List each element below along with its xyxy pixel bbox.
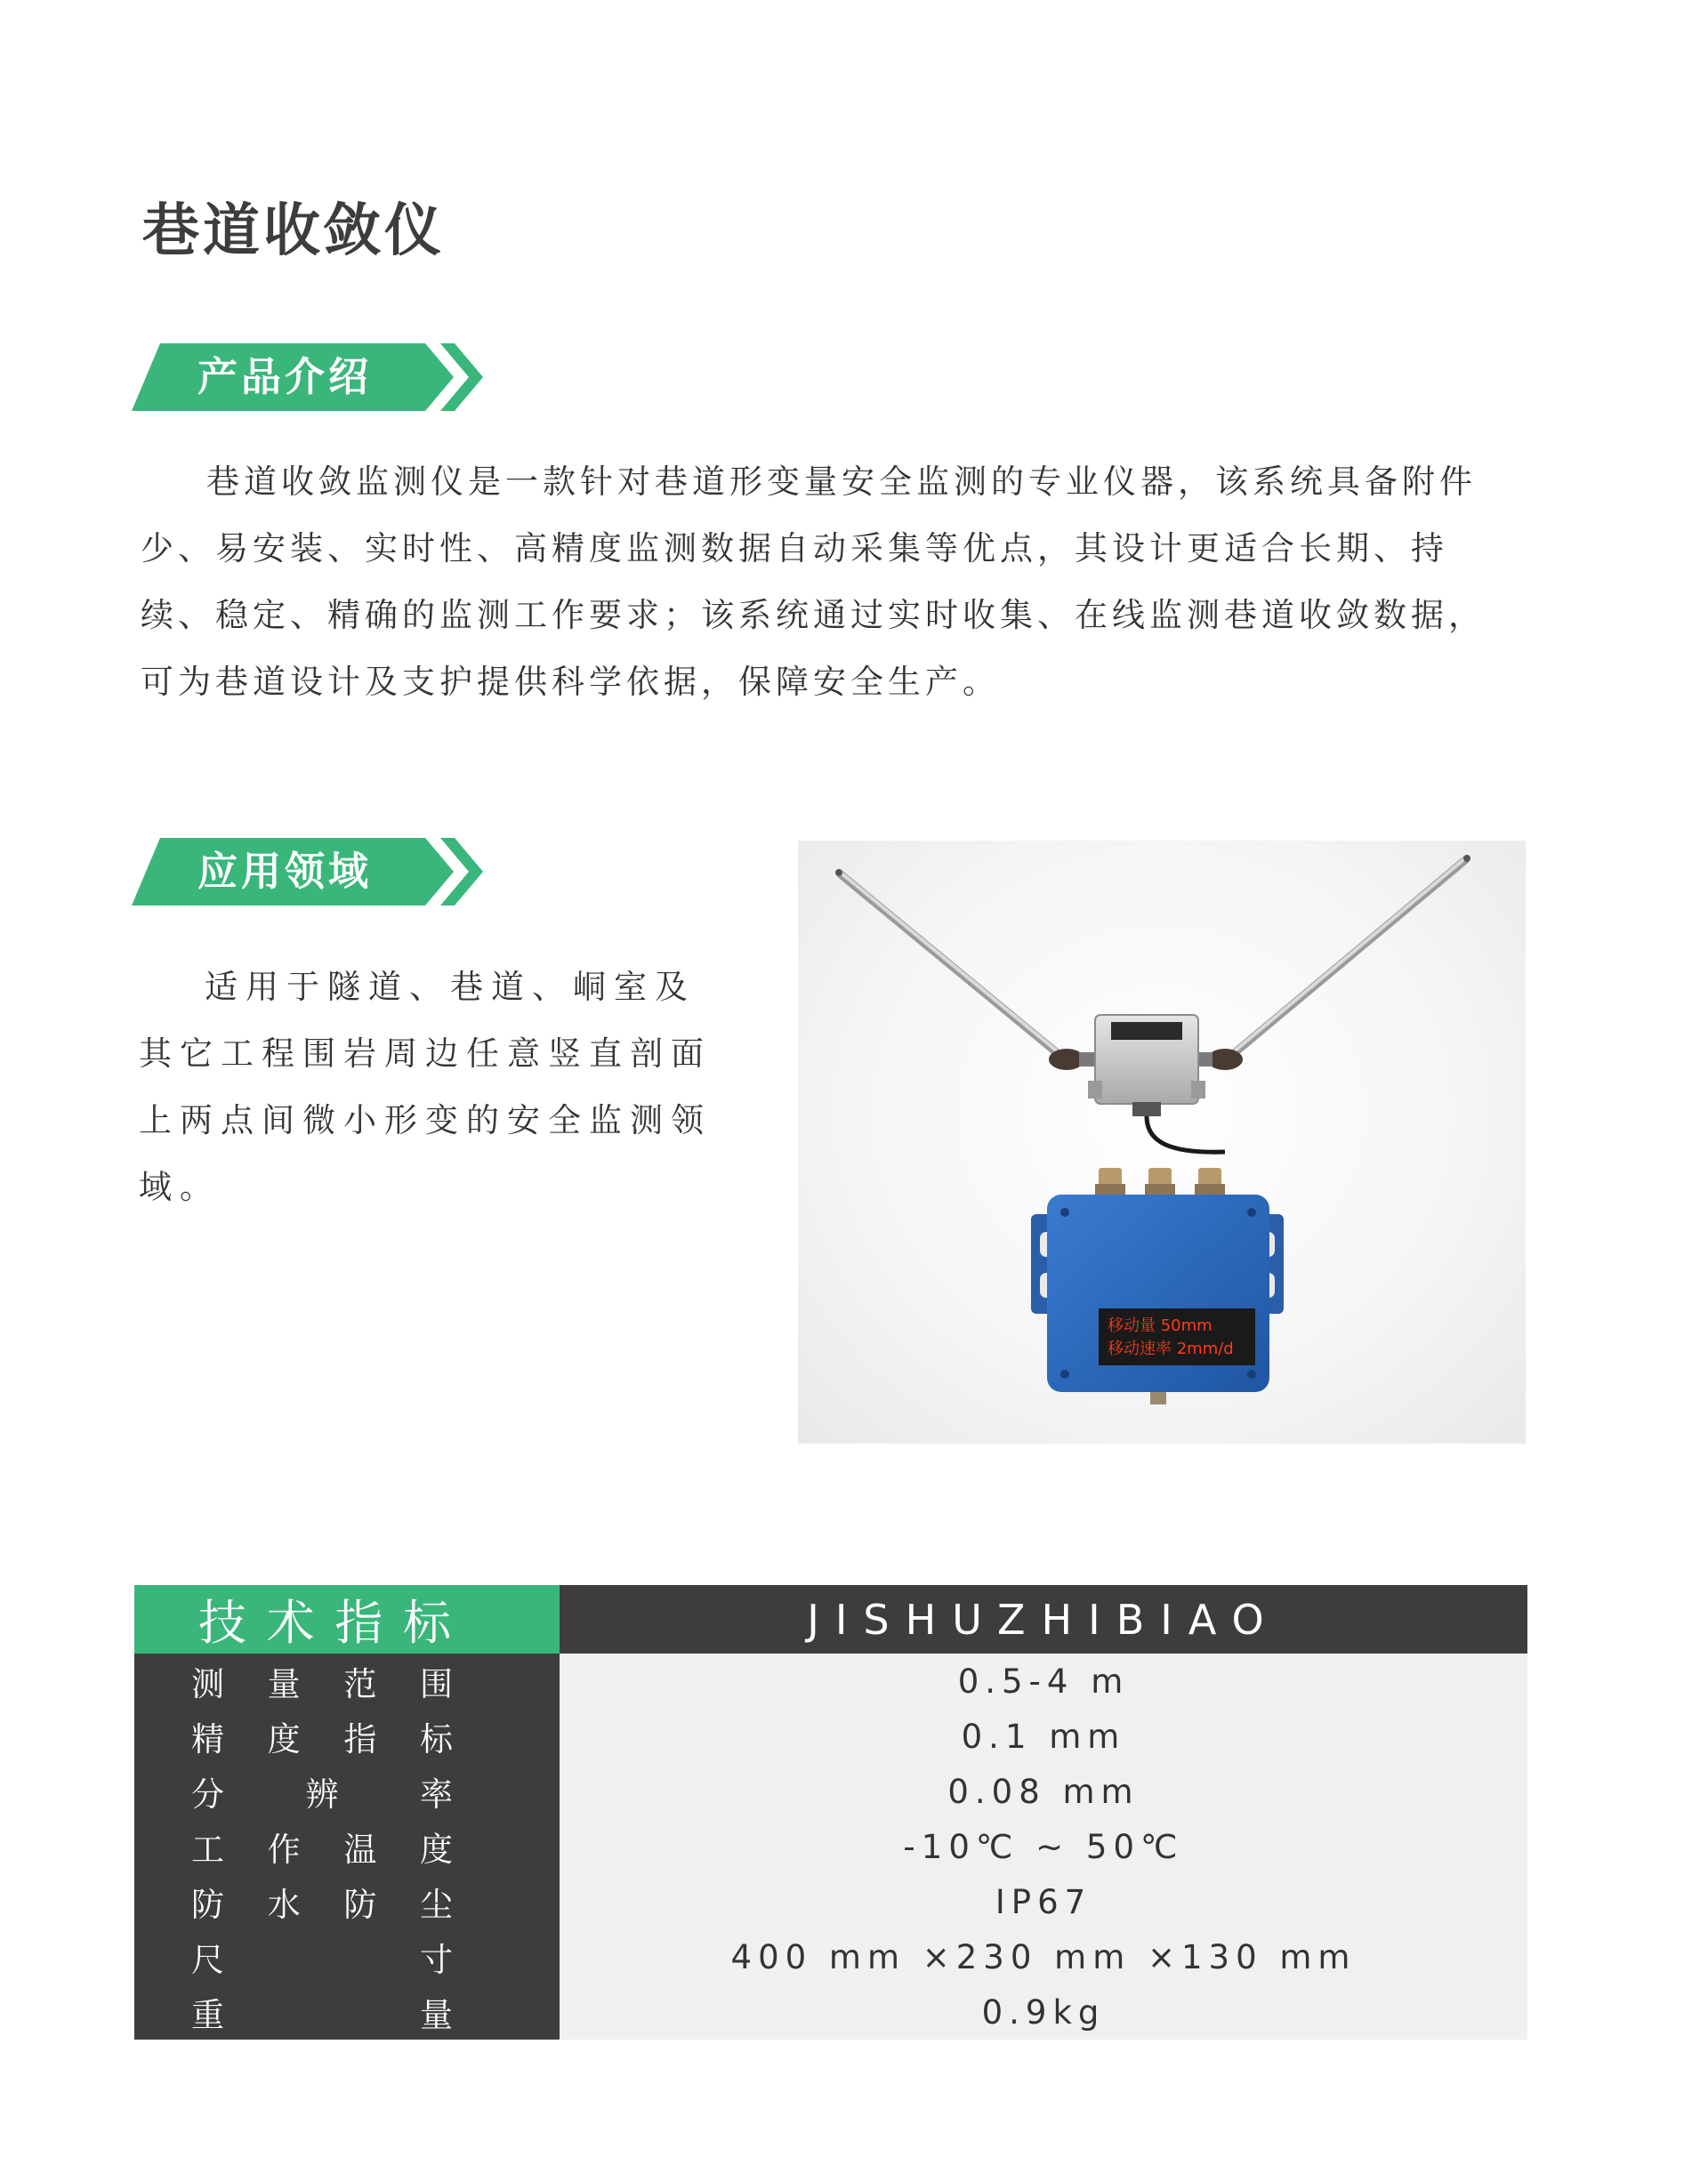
spec-table-body: [134, 1654, 1527, 2040]
spec-value: 400 mm ×230 mm ×130 mm: [560, 1929, 1527, 1984]
left-rod: [835, 869, 1065, 1059]
spec-table-title: [134, 1585, 560, 1654]
title-char: 技: [198, 1595, 246, 1651]
spec-label-char: 防: [191, 1886, 224, 1924]
spec-label-char: 度: [267, 1720, 301, 1759]
spec-label-char: 寸: [420, 1941, 453, 1979]
intro-section-banner: [132, 343, 487, 416]
spec-value: 0.9kg: [560, 1984, 1527, 2040]
spec-table-header: [134, 1585, 1527, 1654]
convergence-meter-illustration: [798, 841, 1526, 1444]
spec-label: [134, 1874, 560, 1929]
title-char: 指: [334, 1595, 383, 1651]
spec-value: 0.1 mm: [560, 1709, 1527, 1764]
table-row: [134, 1984, 1527, 2040]
spec-label-char: 围: [419, 1665, 453, 1703]
spec-label-char: 水: [267, 1886, 301, 1924]
spec-label-char: 范: [343, 1665, 377, 1703]
spec-value: 0.08 mm: [560, 1764, 1527, 1819]
intro-paragraph: 巷道收敛监测仪是一款针对巷道形变量安全监测的专业仪器，该系统具备附件少、易安装、实时性、高精度监测数据自动采集等优点，其设计更适合长期、持续、稳定、精确的监测工作要求；该系统通过实时收集、在线监测巷道收敛数据，可为巷道设计及支护提供科学依据，保障安全生产。: [141, 463, 1486, 701]
spec-table-subtitle: JISHUZHIBIAO: [560, 1585, 1527, 1654]
spec-label-char: 尘: [419, 1886, 453, 1924]
spec-label: [134, 1709, 560, 1764]
spec-label-char: 测: [191, 1665, 224, 1703]
spec-value: -10℃ ~ 50℃: [560, 1819, 1527, 1874]
spec-label-char: 工: [191, 1831, 224, 1869]
intro-heading: 产品介绍: [197, 353, 373, 400]
table-row: [134, 1764, 1527, 1819]
spec-label-char: 指: [343, 1720, 377, 1759]
table-row: [134, 1709, 1527, 1764]
table-row: [134, 1819, 1527, 1874]
spec-value: IP67: [560, 1874, 1527, 1929]
display-enclosure: [1031, 1195, 1284, 1404]
product-photo: [798, 841, 1526, 1444]
spec-label-char: 量: [267, 1665, 301, 1703]
spec-label-char: 量: [420, 1996, 453, 2034]
spec-label-char: 重: [191, 1996, 224, 2034]
title-char: 标: [402, 1595, 451, 1651]
spec-label-char: 度: [419, 1831, 453, 1869]
spec-table: [134, 1585, 1527, 2040]
spec-label-char: 防: [343, 1886, 377, 1924]
spec-label-char: 作: [267, 1831, 301, 1869]
spec-label-char: 分: [191, 1775, 224, 1814]
display-line-1: 移动量 50mm: [1108, 1316, 1213, 1335]
table-row: [134, 1654, 1527, 1709]
spec-label: [134, 1654, 560, 1709]
sensor-head: [1088, 1015, 1225, 1152]
application-section-banner: [132, 838, 487, 911]
right-rod: [1227, 855, 1470, 1059]
spec-label-char: 标: [419, 1720, 453, 1759]
display-line-2: 移动速率 2mm/d: [1108, 1340, 1234, 1358]
table-row: [134, 1874, 1527, 1929]
table-row: [134, 1929, 1527, 1984]
spec-label: [134, 1984, 560, 2040]
page-title: 巷道收敛仪: [142, 198, 445, 264]
application-heading: 应用领域: [197, 848, 373, 895]
spec-label: [134, 1929, 560, 1984]
application-paragraph: 适用于隧道、巷道、峒室及其它工程围岩周边任意竖直剖面上两点间微小形变的安全监测领域。: [139, 968, 712, 1206]
spec-label-char: 辨: [305, 1775, 339, 1814]
spec-label-char: 温: [343, 1831, 377, 1869]
spec-label-char: 尺: [191, 1941, 224, 1979]
spec-label: [134, 1764, 560, 1819]
spec-label-char: 精: [191, 1720, 224, 1759]
cable-glands: [1095, 1168, 1225, 1196]
spec-label: [134, 1819, 560, 1874]
spec-value: 0.5-4 m: [560, 1654, 1527, 1709]
title-char: 术: [266, 1595, 315, 1651]
spec-label-char: 率: [420, 1775, 453, 1814]
